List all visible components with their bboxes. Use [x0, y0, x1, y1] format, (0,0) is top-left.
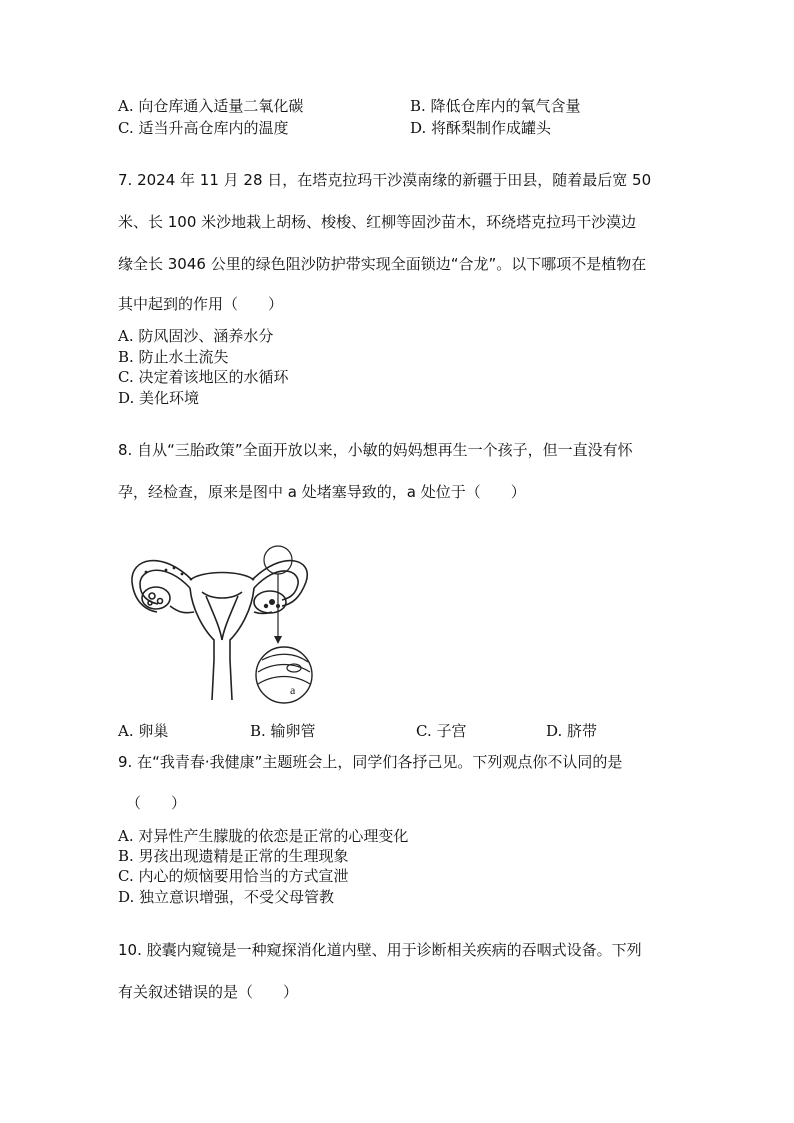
q7-option-b: B. 防止水土流失	[118, 348, 229, 366]
q7-line-2: 米、长 100 米沙地栽上胡杨、梭梭、红柳等固沙苗木，环绕塔克拉玛干沙漠边	[118, 213, 637, 231]
q8-line-1: 8. 自从“三胎政策”全面开放以来，小敏的妈妈想再生一个孩子，但一直没有怀	[118, 441, 633, 459]
q9-line-2: （ ）	[126, 794, 187, 812]
q8-option-a: A. 卵巢	[118, 722, 169, 740]
q7-line-4: 其中起到的作用（ ）	[118, 295, 284, 313]
uterus-diagram-svg	[122, 540, 322, 710]
q7-line-1: 7. 2024 年 11 月 28 日，在塔克拉玛干沙漠南缘的新疆于田县，随着最后宽 50	[118, 171, 652, 189]
q9-option-d: D. 独立意识增强，不受父母管教	[118, 888, 335, 906]
q9-option-a: A. 对异性产生朦胧的依恋是正常的心理变化	[118, 827, 409, 845]
q7-line-3: 缘全长 3046 公里的绿色阻沙防护带实现全面锁边“合龙”。以下哪项不是植物在	[118, 255, 647, 273]
q7-option-a: A. 防风固沙、涵养水分	[118, 327, 274, 345]
q7-option-d: D. 美化环境	[118, 389, 200, 407]
q10-line-2: 有关叙述错误的是（ ）	[118, 983, 299, 1001]
q8-option-c: C. 子宫	[416, 722, 467, 740]
figure-label-a: a	[290, 683, 296, 697]
q6-option-c: C. 适当升高仓库内的温度	[118, 119, 289, 137]
q8-option-d: D. 脐带	[546, 722, 598, 740]
q7-option-c: C. 决定着该地区的水循环	[118, 368, 289, 386]
zoom-circle	[256, 647, 312, 703]
q6-option-b: B. 降低仓库内的氧气含量	[410, 97, 581, 115]
q8-option-b: B. 输卵管	[250, 722, 316, 740]
q6-option-d: D. 将酥梨制作成罐头	[410, 119, 552, 137]
uterus-diagram	[122, 540, 322, 710]
q9-line-1: 9. 在“我青春·我健康”主题班会上，同学们各抒己见。下列观点你不认同的是	[118, 753, 623, 771]
q8-line-2: 孕，经检查，原来是图中 a 处堵塞导致的，a 处位于（ ）	[118, 483, 526, 501]
q6-option-a: A. 向仓库通入适量二氧化碳	[118, 97, 304, 115]
q9-option-c: C. 内心的烦恼要用恰当的方式宣泄	[118, 867, 349, 885]
q9-option-b: B. 男孩出现遗精是正常的生理现象	[118, 847, 349, 865]
q10-line-1: 10. 胶囊内窥镜是一种窥探消化道内壁、用于诊断相关疾病的吞咽式设备。下列	[118, 941, 642, 959]
